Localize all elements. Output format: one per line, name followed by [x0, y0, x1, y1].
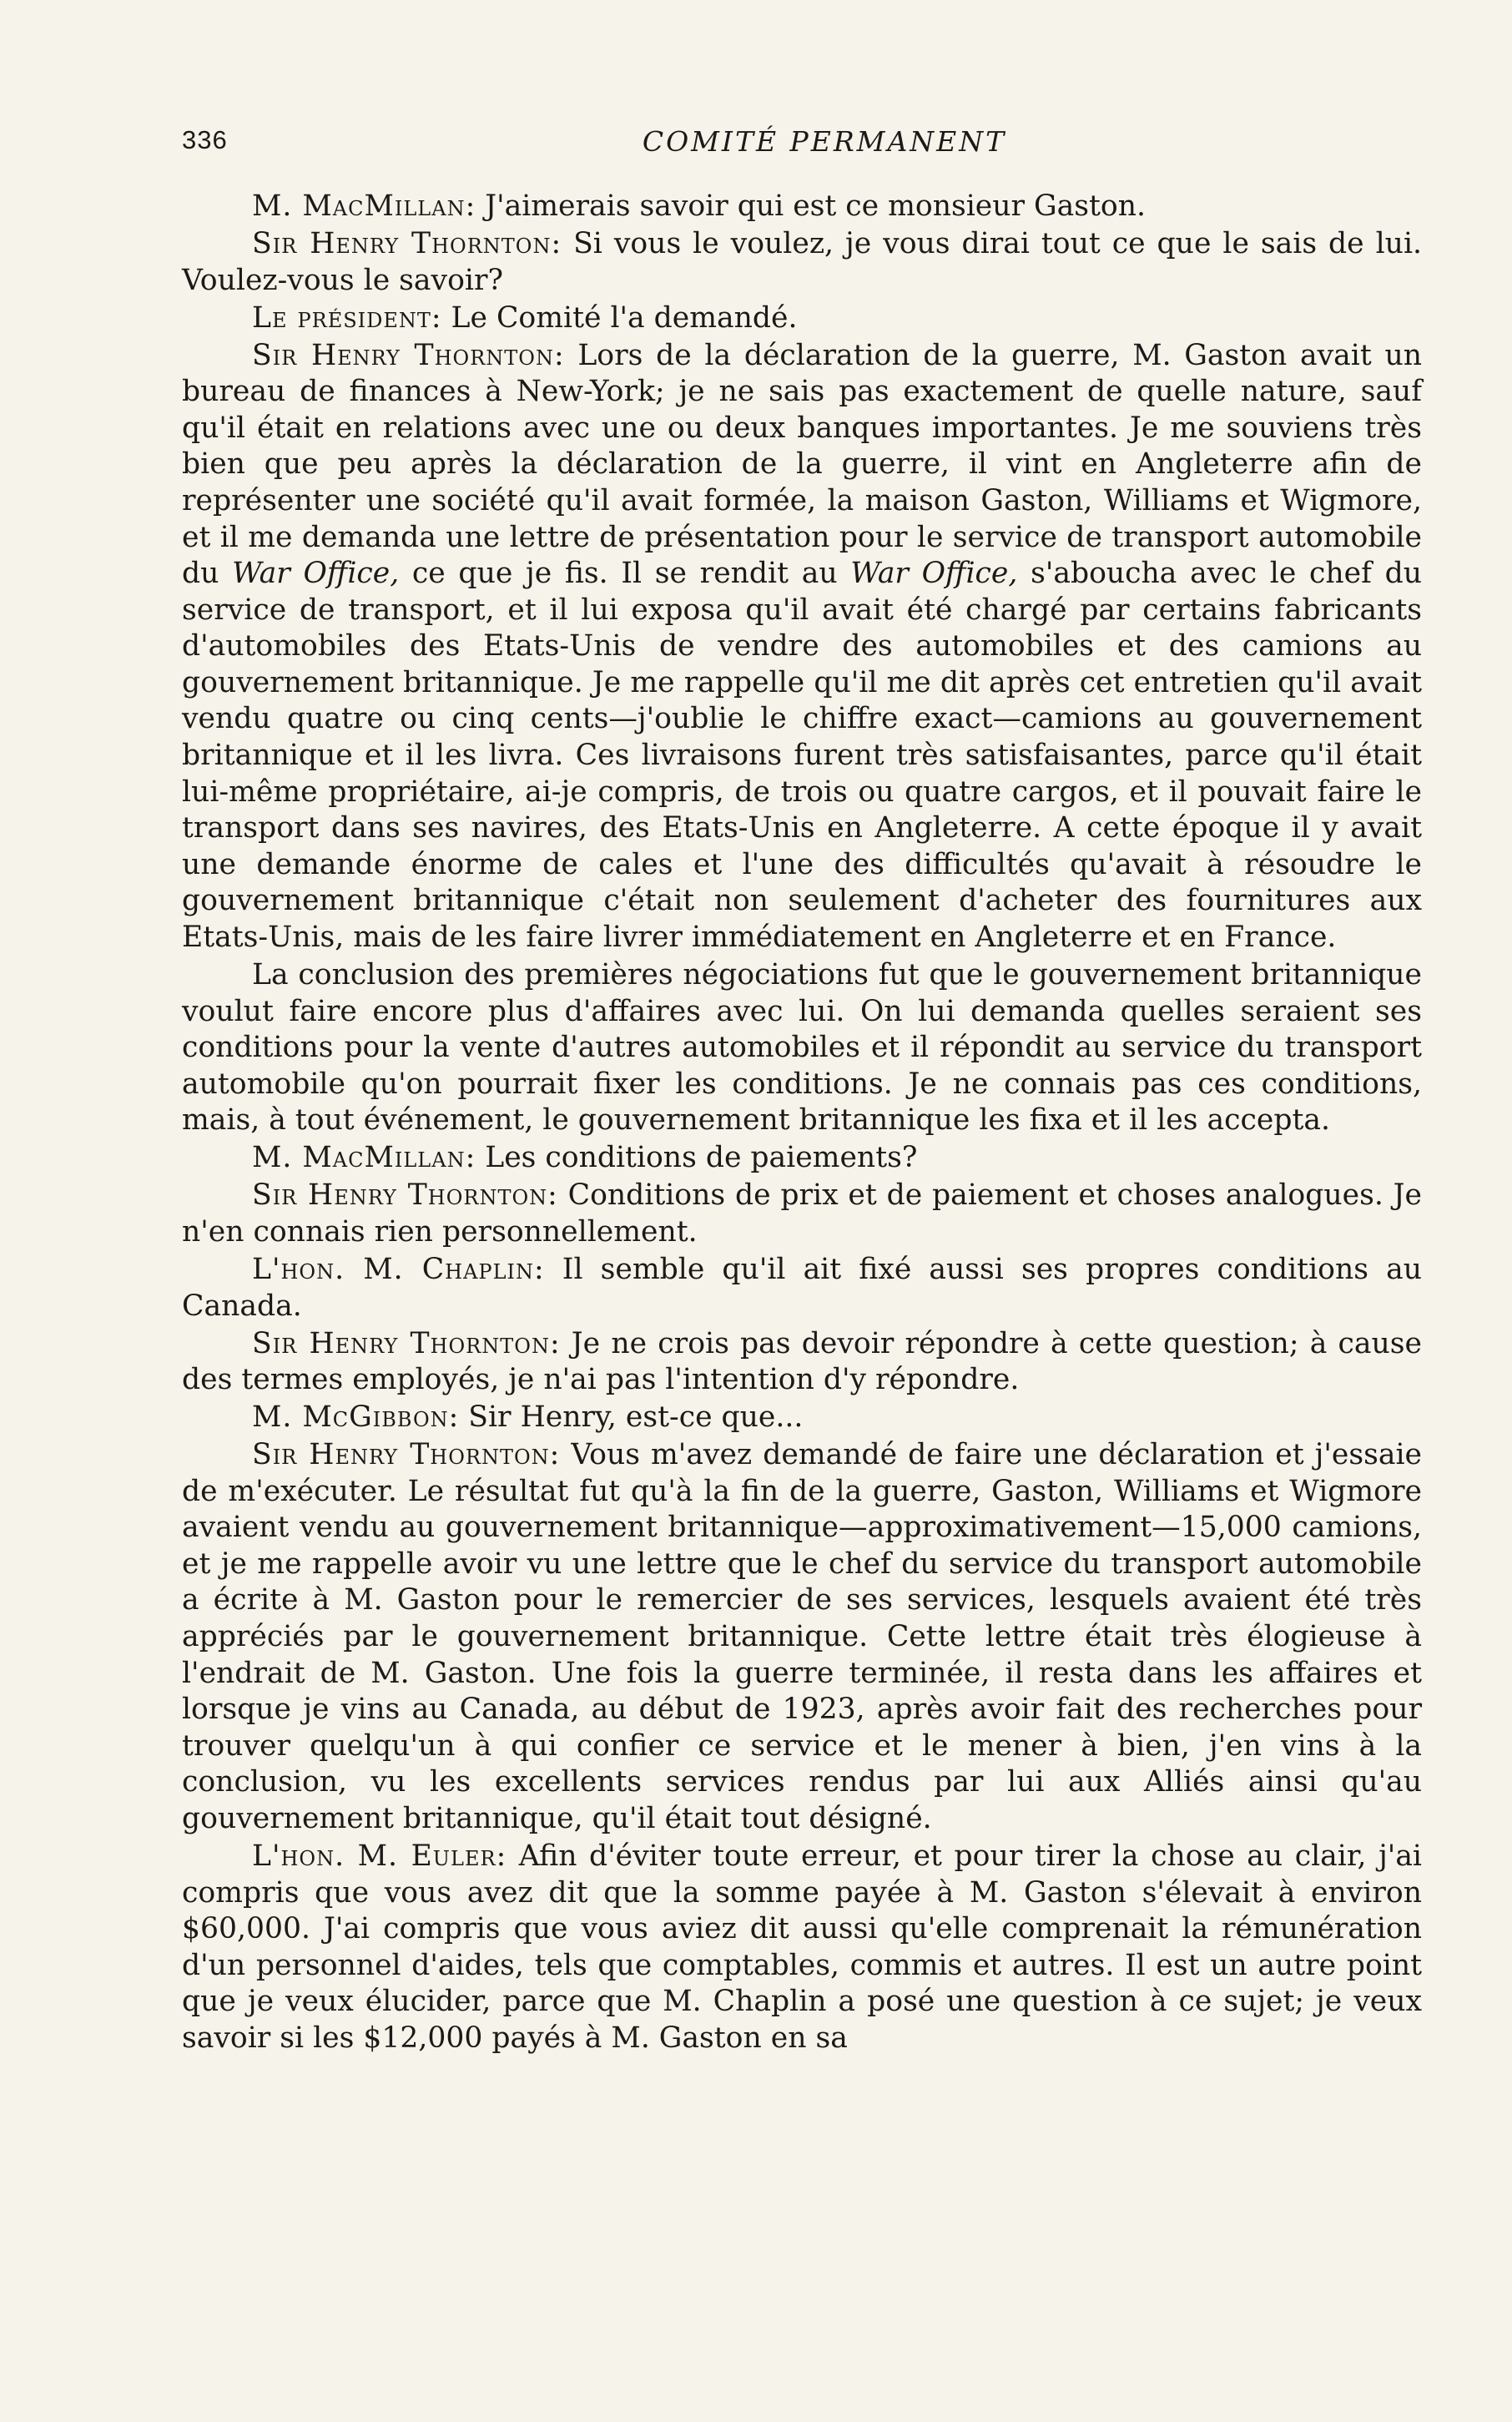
paragraph-text: La conclusion des premières négociations fut que le gouvernement britannique voulut faire encore plus d'affaires avec lui. On lui demanda quelles seraient ses conditions pour la vente d'autres automobiles et il répondit au service du transport automobile qu'on pourrait fixer les conditions. Je ne connais pas ces conditions, mais, à tout événement, le gouvernement britannique les fixa et il les accepta.: [182, 958, 1422, 1138]
paragraph: [182, 300, 1422, 337]
paragraph-text: Il semble qu'il ait fixé aussi ses propres conditions au Canada.: [182, 1252, 1422, 1323]
page-header: [182, 125, 1422, 164]
speaker-name: Sir Henry Thornton:: [252, 226, 562, 260]
italic-term: War Office,: [232, 557, 400, 591]
speaker-name: Sir Henry Thornton:: [252, 1178, 558, 1213]
paragraph: [182, 1437, 1422, 1838]
paragraph: [182, 1252, 1422, 1325]
speaker-name: M. MacMillan:: [252, 1141, 476, 1175]
paragraph: [182, 1839, 1422, 2057]
paragraph: [182, 189, 1422, 225]
paragraph-text: Je ne crois pas devoir répondre à cette question; à cause des termes employés, je n'ai pas l'intention d'y répondre.: [182, 1326, 1422, 1397]
paragraph-text: Si vous le voulez, je vous dirai tout ce que le sais de lui. Voulez-vous le savoir?: [182, 226, 1422, 297]
running-title: COMITÉ PERMANENT: [642, 125, 1007, 158]
speaker-name: M. McGibbon:: [252, 1400, 460, 1435]
paragraph: [182, 1400, 1422, 1436]
speaker-name: L'hon. M. Euler:: [252, 1839, 507, 1874]
paragraph-text: Lors de la déclaration de la guerre, M. Gaston avait un bureau de finances à New-York; je ne sais pas exactement de quelle nature, sauf qu'il était en relations avec une ou deux banques importantes. Je me souviens très bien que peu après la déclaration de la guerre, il vint en Angleterre afin de représenter une société qu'il avait formée, la maison Gaston, Williams et Wigmore, et il me demanda une lettre de présentation pour le service de transport automobile du: [182, 338, 1422, 591]
paragraph: [182, 1178, 1422, 1250]
speaker-name: M. MacMillan:: [252, 189, 476, 223]
speaker-name: L'hon. M. Chaplin:: [252, 1252, 545, 1286]
page-number: 336: [182, 125, 228, 154]
paragraph-text: J'aimerais savoir qui est ce monsieur Gaston.: [476, 189, 1147, 223]
paragraph-text: Le Comité l'a demandé.: [441, 300, 798, 335]
speaker-name: Le président:: [252, 300, 442, 335]
paragraph-text: Vous m'avez demandé de faire une déclaration et j'essaie de m'exécuter. Le résultat fut qu'à la fin de la guerre, Gaston, Williams et Wigmore avaient vendu au gouvernement britannique—approximativement—15,000 camions, et je me rappelle avoir vu une lettre que le chef du service du transport automobile a écrite à M. Gaston pour le remercier de ses services, lesquels avaient été très appréciés par le gouvernement britannique. Cette lettre était très élogieuse à l'endrait de M. Gaston. Une fois la guerre terminée, il resta dans les affaires et lorsque je vins au Canada, au début de 1923, après avoir fait des recherches pour trouver quelqu'un à qui confier ce service et le mener à bien, j'en vins à la conclusion, vu les excellents services rendus par lui aux Alliés ainsi qu'au gouvernement britannique, qu'il était tout désigné.: [182, 1438, 1422, 1836]
paragraph: [182, 957, 1422, 1139]
paragraph: [182, 1140, 1422, 1177]
paragraph-text: Afin d'éviter toute erreur, et pour tirer la chose au clair, j'ai compris que vous avez dit que la somme payée à M. Gaston s'élevait à environ $60,000. J'ai compris que vous aviez dit aussi qu'elle comprenait la rémunération d'un personnel d'aides, tels que comptables, commis et autres. Il est un autre point que je veux élucider, parce que M. Chaplin a posé une question à ce sujet; je veux savoir si les $12,000 payés à M. Gaston en sa: [182, 1839, 1422, 2055]
paragraph: [182, 226, 1422, 299]
paragraph-text: Conditions de prix et de paiement et choses analogues. Je n'en connais rien personnellement.: [182, 1178, 1422, 1249]
paragraph: [182, 1326, 1422, 1399]
paragraph-text: ce que je fis. Il se rendit au: [399, 557, 851, 591]
speaker-name: Sir Henry Thornton:: [252, 1438, 561, 1472]
paragraph: [182, 338, 1422, 956]
speaker-name: Sir Henry Thornton:: [252, 1326, 561, 1360]
italic-term: War Office,: [850, 557, 1018, 591]
body-text: [182, 189, 1422, 2058]
speaker-name: Sir Henry Thornton:: [252, 338, 565, 372]
paragraph-text: Sir Henry, est-ce que...: [459, 1400, 804, 1435]
paragraph-text: s'aboucha avec le chef du service de transport, et il lui exposa qu'il avait été chargé par certains fabricants d'automobiles des Etats-Unis de vendre des automobiles et des camions au gouvernement britannique. Je me rappelle qu'il me dit après cet entretien qu'il avait vendu quatre ou cinq cents—j'oublie le chiffre exact—camions au gouvernement britannique et il les livra. Ces livraisons furent très satisfaisantes, parce qu'il était lui-même propriétaire, ai-je compris, de trois ou quatre cargos, et il pouvait faire le transport dans ses navires, des Etats-Unis en Angleterre. A cette époque il y avait une demande énorme de cales et l'une des difficultés qu'avait à résoudre le gouvernement britannique c'était non seulement d'acheter des fournitures aux Etats-Unis, mais de les faire livrer immédiatement en Angleterre et en France.: [182, 557, 1422, 955]
paragraph-text: Les conditions de paiements?: [476, 1141, 918, 1175]
